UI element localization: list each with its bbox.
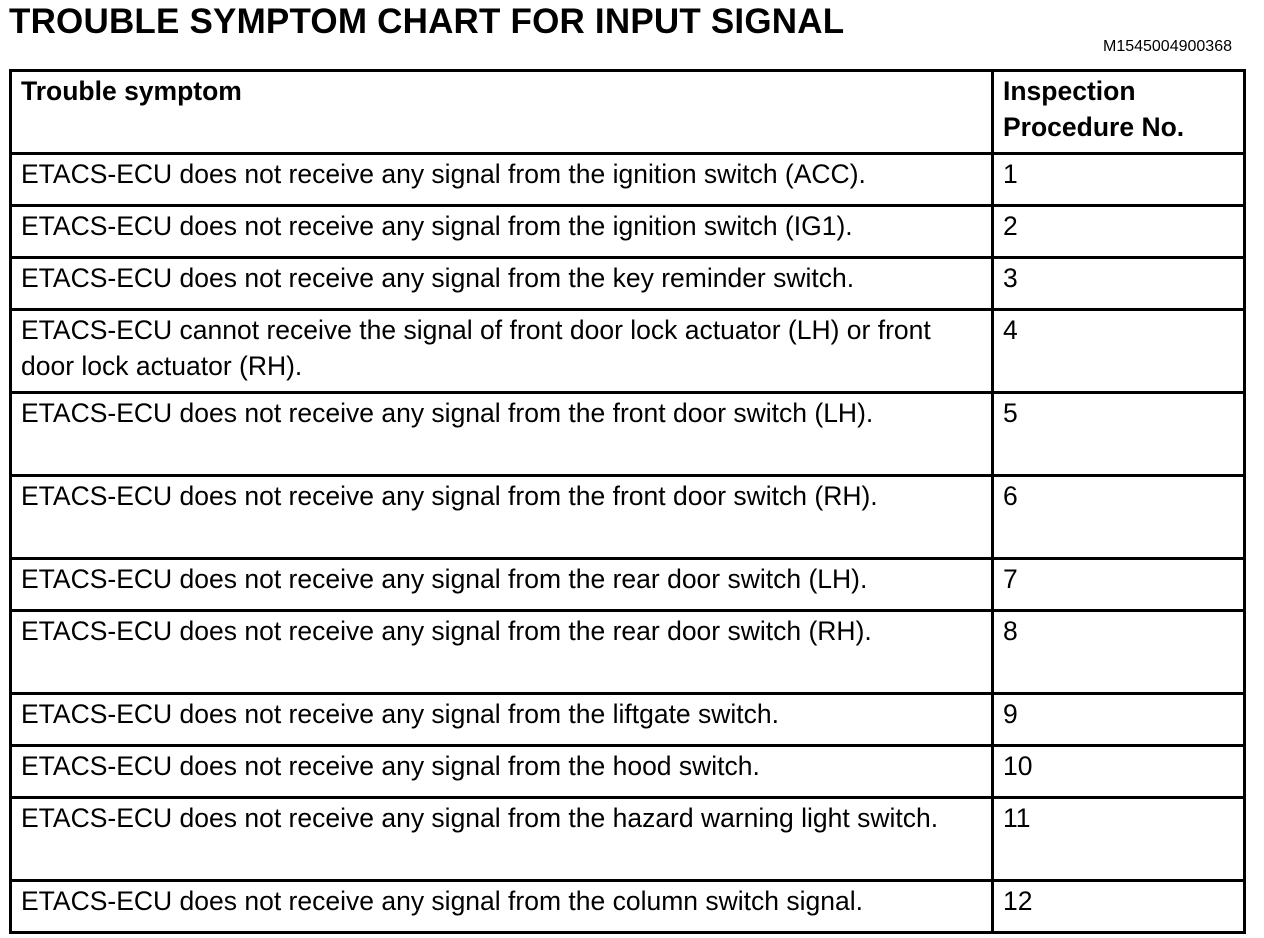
column-header-inspection-procedure: Inspection Procedure No. — [993, 71, 1245, 154]
table-row — [11, 694, 1245, 746]
table-row — [11, 206, 1245, 258]
symptom-cell: ETACS-ECU does not receive any signal from the liftgate switch. — [11, 694, 993, 746]
page-title: TROUBLE SYMPTOM CHART FOR INPUT SIGNAL — [9, 2, 845, 41]
procedure-cell: 3 — [993, 258, 1245, 310]
procedure-cell: 6 — [993, 476, 1245, 559]
column-header-trouble-symptom: Trouble symptom — [11, 71, 993, 154]
procedure-cell: 2 — [993, 206, 1245, 258]
procedure-cell: 1 — [993, 154, 1245, 206]
table-row — [11, 154, 1245, 206]
symptom-cell: ETACS-ECU does not receive any signal from the ignition switch (IG1). — [11, 206, 993, 258]
procedure-cell: 7 — [993, 559, 1245, 611]
procedure-cell: 8 — [993, 611, 1245, 694]
table-row — [11, 310, 1245, 393]
trouble-symptom-table — [9, 69, 1246, 934]
symptom-cell: ETACS-ECU does not receive any signal from the key reminder switch. — [11, 258, 993, 310]
table-row — [11, 746, 1245, 798]
table-row — [11, 476, 1245, 559]
procedure-cell: 9 — [993, 694, 1245, 746]
symptom-cell: ETACS-ECU does not receive any signal from the hood switch. — [11, 746, 993, 798]
document-code: M1545004900368 — [1102, 38, 1232, 55]
procedure-cell: 12 — [993, 881, 1245, 933]
table-row — [11, 258, 1245, 310]
symptom-cell: ETACS-ECU does not receive any signal from the hazard warning light switch. — [11, 798, 993, 881]
procedure-cell: 11 — [993, 798, 1245, 881]
symptom-cell: ETACS-ECU does not receive any signal from the ignition switch (ACC). — [11, 154, 993, 206]
symptom-cell: ETACS-ECU does not receive any signal from the front door switch (LH). — [11, 393, 993, 476]
procedure-cell: 10 — [993, 746, 1245, 798]
procedure-cell: 5 — [993, 393, 1245, 476]
table-row — [11, 798, 1245, 881]
symptom-cell: ETACS-ECU cannot receive the signal of front door lock actuator (LH) or front door lock actuator (RH). — [11, 310, 993, 393]
symptom-cell: ETACS-ECU does not receive any signal from the rear door switch (RH). — [11, 611, 993, 694]
table-row — [11, 559, 1245, 611]
procedure-cell: 4 — [993, 310, 1245, 393]
symptom-cell: ETACS-ECU does not receive any signal from the rear door switch (LH). — [11, 559, 993, 611]
symptom-cell: ETACS-ECU does not receive any signal from the column switch signal. — [11, 881, 993, 933]
table-header-row — [11, 71, 1245, 154]
symptom-cell: ETACS-ECU does not receive any signal from the front door switch (RH). — [11, 476, 993, 559]
table-row — [11, 881, 1245, 933]
table-row — [11, 611, 1245, 694]
table-row — [11, 393, 1245, 476]
